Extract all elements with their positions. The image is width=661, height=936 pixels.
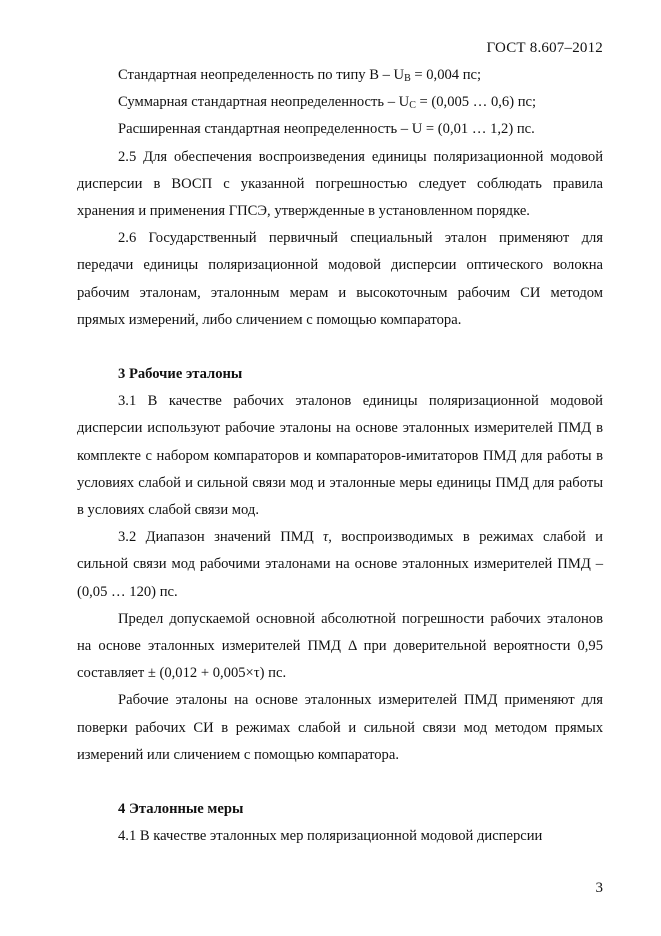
paragraph-3-1: 3.1 В качестве рабочих эталонов единицы поляризационной модовой дисперсии используют рабочие эталоны на основе эталонных измерителей ПМД в комплекте с набором компараторов и компараторов-имитаторов ПМД для работы в условиях слабой и сильной связи мод и эталонные меры единицы ПМД для работы в условиях слабой связи мод. <box>77 393 603 519</box>
combined-uncertainty-text: Суммарная стандартная неопределенность – U <box>118 94 410 111</box>
page-content <box>77 62 603 850</box>
paragraph-3-2 <box>77 524 603 606</box>
uncertainty-type-b-value: = 0,004 пс; <box>410 67 482 83</box>
page-number: 3 <box>595 880 603 896</box>
section-gap <box>77 334 603 361</box>
paragraph-2-6: 2.6 Государственный первичный специальный эталон применяют для передачи единицы поляризационной модовой дисперсии оптического волокна рабочим эталонам, эталонным мерам и высокоточным рабочим СИ методом прямых измерений, либо сличением с помощью компаратора. <box>77 230 603 328</box>
standard-header: ГОСТ 8.607–2012 <box>486 40 603 56</box>
paragraph-4-1: 4.1 В качестве эталонных мер поляризационной модовой дисперсии <box>118 828 543 845</box>
section-4-heading: 4 Эталонные меры <box>118 801 244 818</box>
paragraph-3-2-start: 3.2 Диапазон значений ПМД <box>118 529 324 546</box>
uncertainty-type-b-text: Стандартная неопределенность по типу В – U <box>118 67 405 83</box>
paragraph-3-2-end: , воспроизводимых в режимах слабой и сильной связи мод рабочими эталонами на основе эталонных измерителей ПМД – (0,05 … 120) пс. <box>77 529 603 600</box>
combined-uncertainty-value: = (0,005 … 0,6) пс; <box>415 94 537 111</box>
section-gap <box>77 769 603 796</box>
paragraph-error-limit: Предел допускаемой основной абсолютной погрешности рабочих эталонов на основе эталонных измерителей ПМД Δ при доверительной вероятности 0,95 составляет ± (0,012 + 0,005×τ) пс. <box>77 610 603 682</box>
section-3-heading: 3 Рабочие эталоны <box>118 366 243 383</box>
paragraph-2-5: 2.5 Для обеспечения воспроизведения единицы поляризационной модовой дисперсии в ВОСП с указанной погрешностью следует соблюдать правила хранения и применения ГПСЭ, утвержденные в установленном порядке. <box>77 148 603 220</box>
combined-uncertainty-line <box>77 89 603 116</box>
expanded-uncertainty-line: Расширенная стандартная неопределенность – U = (0,01 … 1,2) пс. <box>118 121 535 138</box>
subscript-b: B <box>404 73 411 84</box>
subscript-c: C <box>409 100 416 112</box>
paragraph-application: Рабочие эталоны на основе эталонных измерителей ПМД применяют для поверки рабочих СИ в режимах слабой и сильной связи мод методом прямых измерений или сличением с помощью компаратора. <box>77 692 603 763</box>
uncertainty-type-b-line <box>77 62 603 89</box>
tau-symbol: τ <box>323 529 329 546</box>
